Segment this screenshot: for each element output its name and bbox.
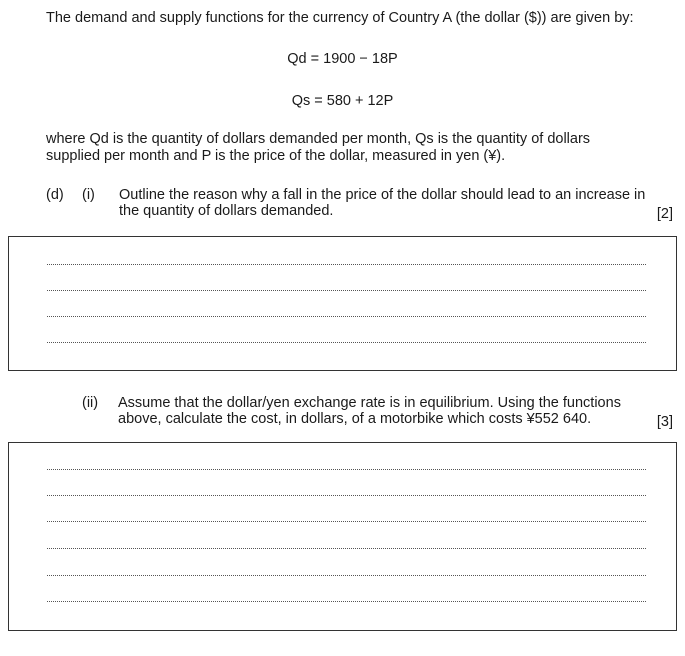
answer-line[interactable] xyxy=(47,290,646,291)
answer-box-part-ii[interactable] xyxy=(8,442,677,631)
part-ii-marks: [3] xyxy=(656,414,673,430)
demand-equation: Qd = 1900 − 18P xyxy=(287,51,398,67)
answer-line[interactable] xyxy=(47,548,646,549)
part-ii-label: (ii) xyxy=(82,395,99,411)
answer-line[interactable] xyxy=(47,521,646,522)
answer-line[interactable] xyxy=(47,495,646,496)
supply-equation: Qs = 580 + 12P xyxy=(291,93,394,109)
answer-line[interactable] xyxy=(47,342,646,343)
question-d-label: (d) xyxy=(46,187,64,203)
answer-line[interactable] xyxy=(47,601,646,602)
answer-line[interactable] xyxy=(47,469,646,470)
part-i-question: Outline the reason why a fall in the price of the dollar should lead to an increase in the quantity of dollars demanded. xyxy=(119,187,646,219)
part-i-marks: [2] xyxy=(656,206,673,222)
definitions-text: where Qd is the quantity of dollars demanded per month, Qs is the quantity of dollars supplied per month and P is the price of the dollar, measured in yen (¥). xyxy=(46,131,591,164)
part-ii-question: Assume that the dollar/yen exchange rate is in equilibrium. Using the functions above, calculate the cost, in dollars, of a motorbike which costs ¥552 640. xyxy=(118,395,621,427)
part-i-label: (i) xyxy=(82,187,95,203)
intro-text: The demand and supply functions for the currency of Country A (the dollar ($)) are given by: xyxy=(46,10,634,26)
answer-line[interactable] xyxy=(47,575,646,576)
answer-line[interactable] xyxy=(47,316,646,317)
answer-box-part-i[interactable] xyxy=(8,236,677,371)
answer-line[interactable] xyxy=(47,264,646,265)
